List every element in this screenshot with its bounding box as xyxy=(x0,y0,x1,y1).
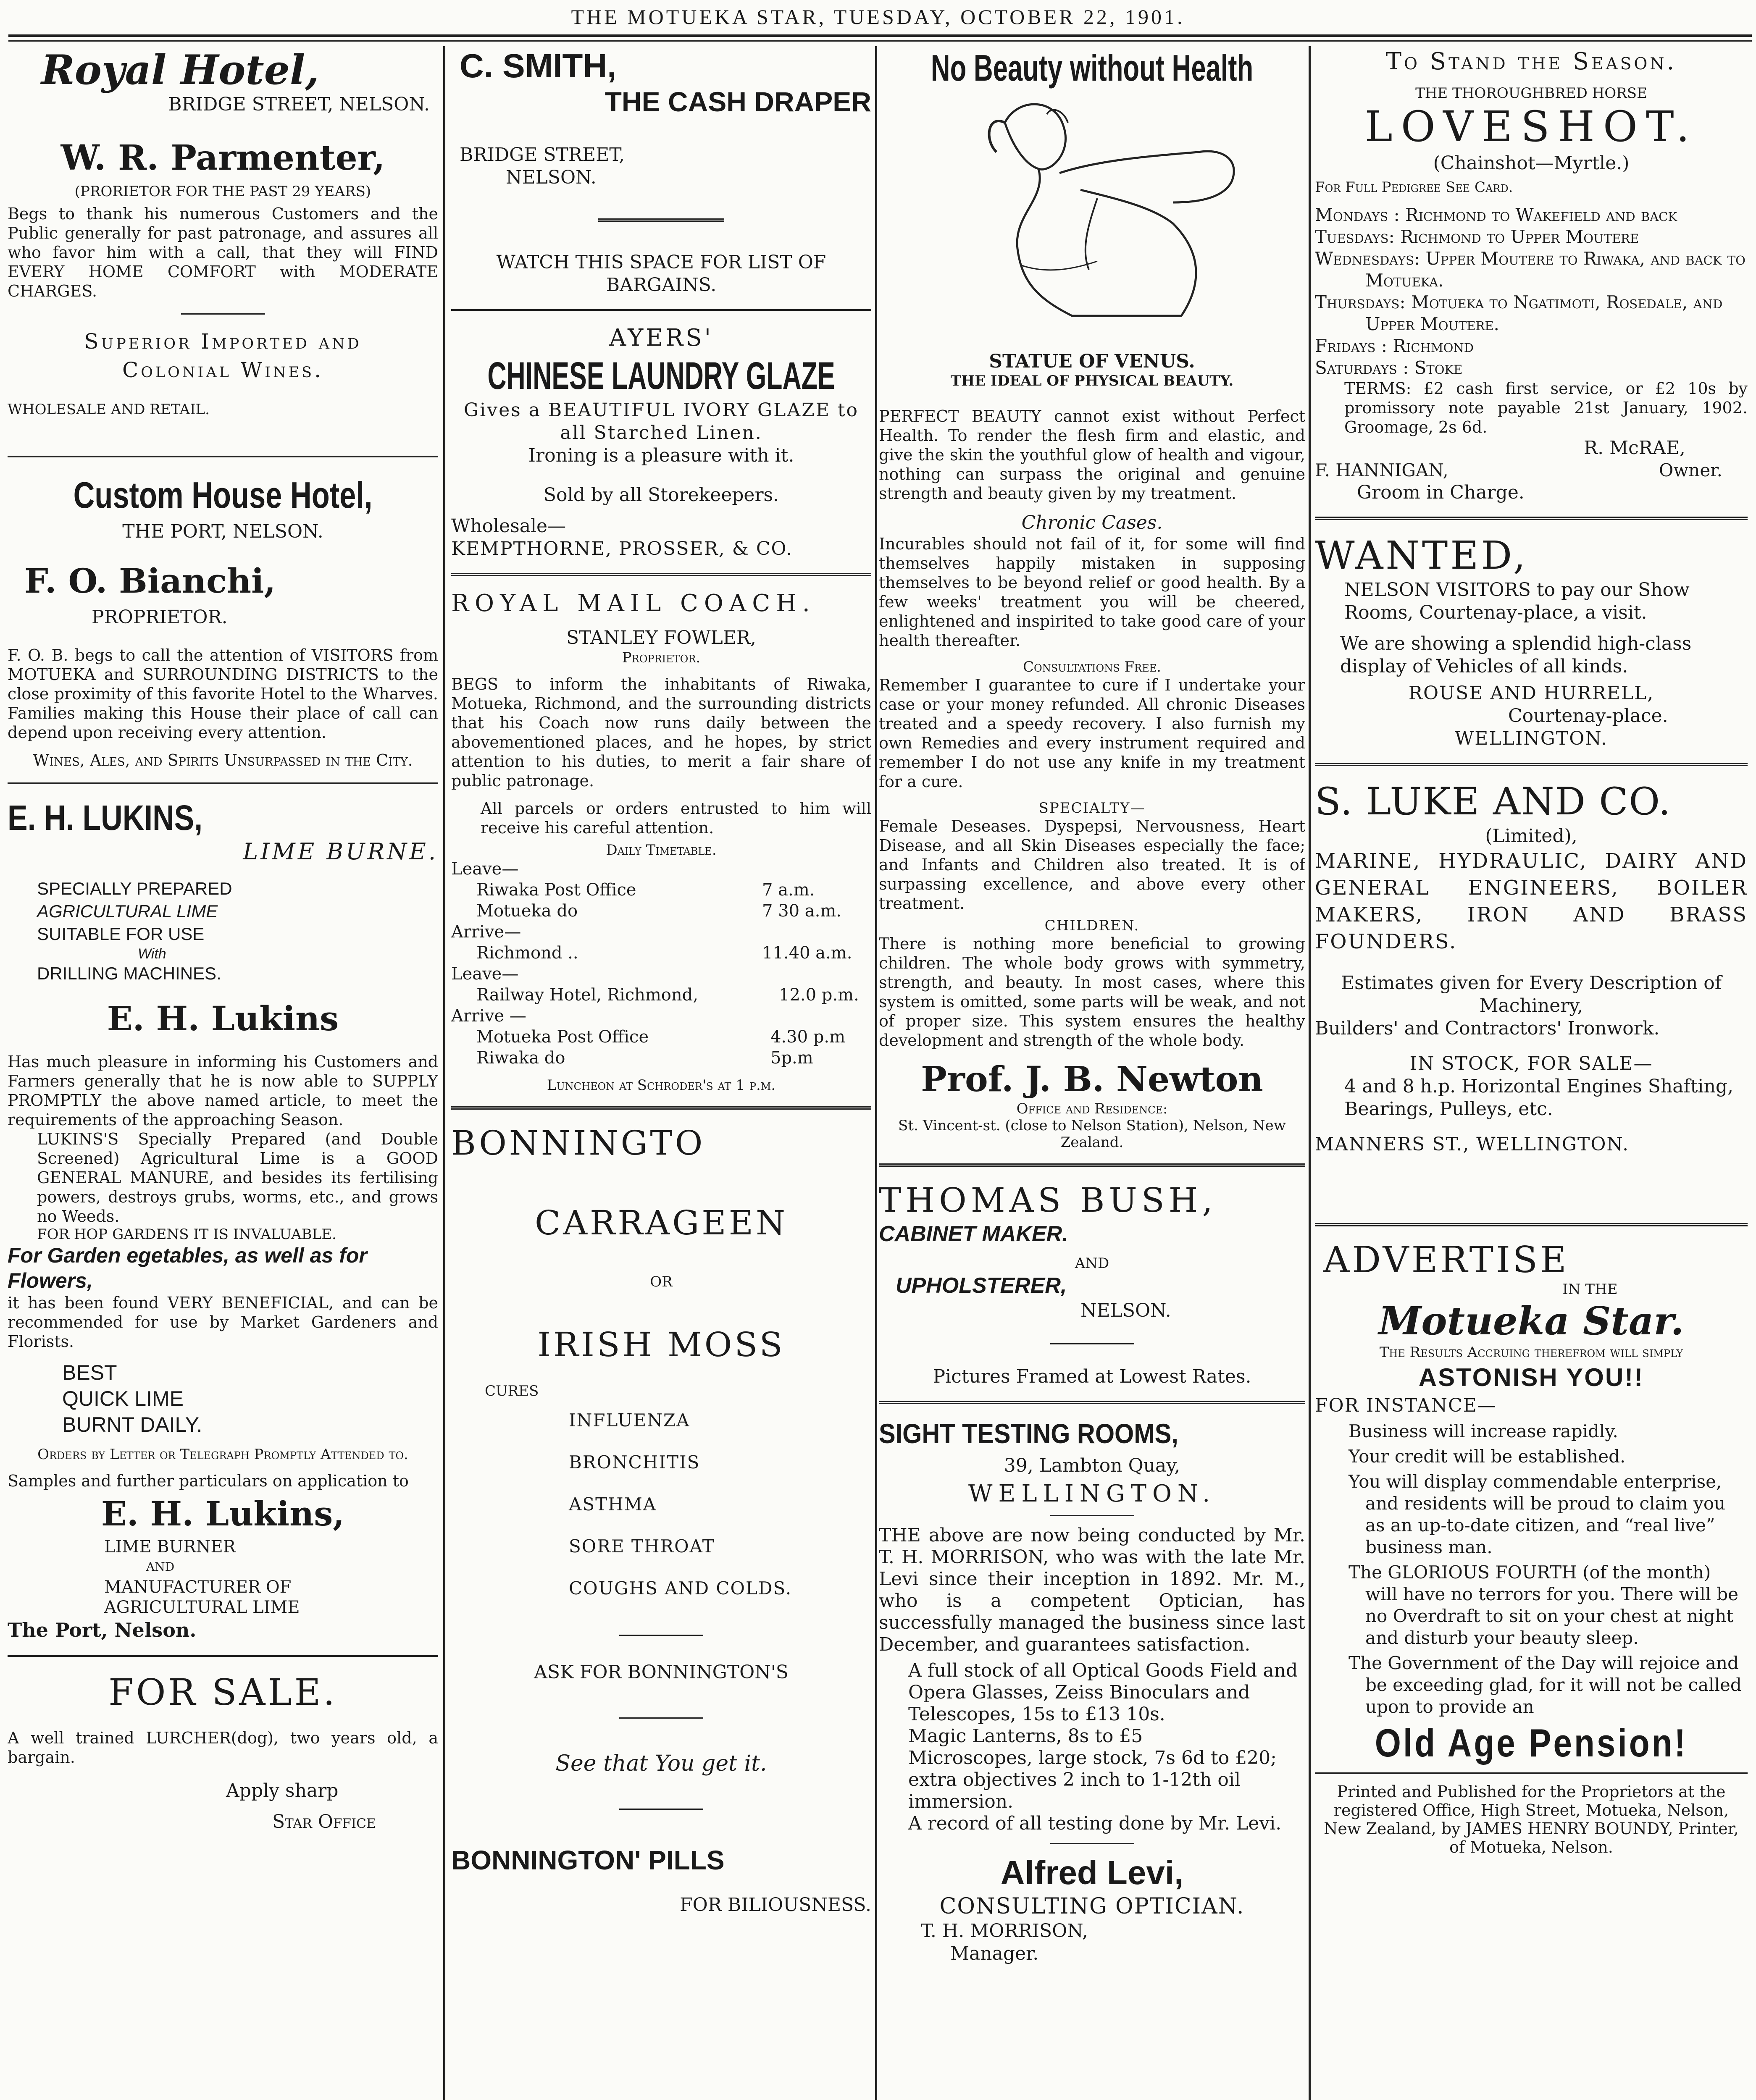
timetable-row xyxy=(451,942,871,963)
carrageen: CARRAGEEN xyxy=(535,1203,788,1242)
instance-item: Your credit will be established. xyxy=(1349,1446,1626,1467)
tt-time: 11.40 a.m. xyxy=(762,943,852,963)
bush-pictures: Pictures Framed at Lowest Rates. xyxy=(933,1366,1251,1387)
tt-place: Riwaka do xyxy=(476,1048,565,1068)
tt-label: Leave— xyxy=(451,859,519,879)
glaze-kempthorne: KEMPTHORNE, PROSSER, & CO. xyxy=(451,538,793,559)
consultations-heading: Consultations Free. xyxy=(1023,659,1161,675)
advertise-ad xyxy=(1315,1239,1748,1768)
bonnington-ad xyxy=(451,1122,871,1916)
bianchi-body: F. O. B. begs to call the attention of VISITORS from MOTUEKA and SURROUNDING DISTRICTS to the close proximity of this favorite Hotel to the Wharves. Families making this House their place of call can depend upon receiving every attention. xyxy=(8,646,438,742)
lukins-line: SPECIALLY PREPARED xyxy=(37,879,232,898)
loveshot-ad xyxy=(1315,47,1748,504)
custom-house-title: Custom House Hotel, xyxy=(73,474,373,516)
coach-owner: STANLEY FOWLER, xyxy=(566,627,756,648)
section-rule xyxy=(451,573,871,576)
sight-title: SIGHT TESTING ROOMS, xyxy=(879,1418,1178,1449)
instance-item: Business will increase rapidly. xyxy=(1349,1421,1618,1441)
royal-hotel-address: BRIDGE STREET, NELSON. xyxy=(168,94,430,115)
office-address: St. Vincent-st. (close to Nelson Station), Nelson, New Zealand. xyxy=(898,1117,1286,1151)
luke-title: S. LUKE AND CO. xyxy=(1315,780,1672,824)
royal-hotel-ad xyxy=(8,47,438,418)
coach-proprietor: Proprietor. xyxy=(622,649,701,666)
specialty-heading: SPECIALTY— xyxy=(1038,800,1146,816)
coach-body: BEGS to inform the inhabitants of Riwaka, Motueka, Richmond, and the surrounding districts that his Coach now runs daily between the abovementioned places, and he hopes, by strict attention to his duties, to merit a fair share of public patronage. xyxy=(451,675,871,790)
season-line: To Stand the Season. xyxy=(1385,48,1677,75)
bush-ad xyxy=(879,1179,1305,1388)
best-line: BEST xyxy=(62,1361,117,1384)
ailment: COUGHS AND COLDS. xyxy=(569,1578,792,1599)
bush-and: AND xyxy=(1075,1255,1109,1272)
chronic-body: Incurables should not fail of it, for some will find themselves happily mistaken in supposing themselves to be beyond relief or good health. By a few weeks' treatment you will be cheered, enlightened and inspirited to take good care of your health thereafter. xyxy=(879,535,1305,650)
bianchi-name: F. O. Bianchi, xyxy=(24,561,276,601)
sight-testing-ad xyxy=(879,1417,1305,1965)
mcrae: R. McRAE, xyxy=(1584,437,1685,459)
levi-subtitle: CONSULTING OPTICIAN. xyxy=(939,1894,1245,1919)
garden-line: For Garden egetables, as well as for Flowers, xyxy=(8,1244,367,1292)
watch-space: WATCH THIS SPACE FOR LIST OF BARGAINS. xyxy=(496,252,826,296)
schedule-line: Mondays : Richmond to Wakefield and back xyxy=(1315,205,1677,225)
chainshot: (Chainshot—Myrtle.) xyxy=(1433,152,1630,174)
coach-title: ROYAL MAIL COACH. xyxy=(451,590,816,617)
lukins-body-1: Has much pleasure in informing his Customers and Farmers generally that he is now able to SUPPLY PROMPTLY the above named article, to meet the requirements of the approaching Season. xyxy=(8,1053,438,1129)
tt-label: Arrive— xyxy=(451,922,521,942)
lukins-sig-line: LIME BURNER xyxy=(104,1537,236,1557)
timetable-row xyxy=(451,963,871,984)
timetable-row xyxy=(451,858,871,879)
glaze-wholesale: Wholesale— xyxy=(451,515,566,537)
column-2 xyxy=(451,47,871,2100)
lukins-line: SUITABLE FOR USE xyxy=(37,924,205,944)
bush-cabinet: CABINET MAKER. xyxy=(879,1222,1068,1246)
specialty-body: Female Deseases. Dyspepsi, Nervousness, Heart Disease, and all Skin Diseases especially the face; and Infants and Children also treated. It is of surpassing excellence, and above every other treatment. xyxy=(879,817,1305,913)
rouse-hurrell: ROUSE AND HURRELL, xyxy=(1408,682,1654,704)
sight-body-2: A full stock of all Optical Goods Field and Opera Glasses, Zeiss Binoculars and Telescopes, 15s to £13 10s. xyxy=(908,1660,1298,1725)
lukins-line: With xyxy=(138,946,166,962)
lukins-signature: E. H. Lukins, xyxy=(101,1494,345,1533)
lukins-body-2: LUKINS'S Specially Prepared (and Double Screened) Agricultural Lime is a GOOD GENERAL MANURE, and besides its fertilising powers, destroys grubs, worms, etc., and grows no Weeds. xyxy=(37,1130,438,1226)
luke-ad xyxy=(1315,779,1748,1156)
sight-address: 39, Lambton Quay, xyxy=(1004,1455,1180,1476)
tt-time: 4.30 p.m xyxy=(770,1027,846,1047)
sight-body-4: Microscopes, large stock, 7s 6d to £20; extra objectives 2 inch to 1-12th oil immersion. xyxy=(908,1747,1277,1812)
levi-name: Alfred Levi, xyxy=(1000,1854,1184,1891)
beauty-body: PERFECT BEAUTY cannot exist without Perfect Health. To render the flesh firm and elastic, and give the skin the youthful glow of health and vigour, nothing can surpass the original and genuine strength and beauty given by my treatment. xyxy=(879,407,1305,503)
results-line: The Results Accruing therefrom will simply xyxy=(1379,1344,1683,1361)
pension-line: Old Age Pension! xyxy=(1375,1721,1688,1765)
hannigan: F. HANNIGAN, xyxy=(1315,460,1448,480)
groom: Groom in Charge. xyxy=(1357,482,1525,503)
estimates: Estimates given for Every Description of Machinery, xyxy=(1341,972,1722,1016)
custom-house-ad xyxy=(8,470,438,770)
divider xyxy=(619,1635,703,1636)
parmenter-body: Begs to thank his numerous Customers and the Public generally for past patronage, and assures all who favor him with a call, that they will FIND EVERY HOME COMFORT with MODERATE CHARGES. xyxy=(8,205,438,300)
divider xyxy=(598,218,724,222)
builders: Builders' and Contractors' Ironwork. xyxy=(1315,1018,1660,1039)
instance-item: The GLORIOUS FOURTH (of the month) will have no terrors for you. There will be no Overdraft to sit on your chest at night and disturb your beauty sleep. xyxy=(1349,1562,1739,1648)
luke-limited: (Limited), xyxy=(1485,825,1577,847)
section-rule xyxy=(1315,517,1748,520)
divider xyxy=(1050,1343,1134,1344)
star-office: Star Office xyxy=(272,1811,376,1832)
orders-line: Orders by Letter or Telegraph Promptly Attended to. xyxy=(37,1446,408,1463)
royal-hotel-title: Royal Hotel, xyxy=(41,47,319,94)
divider xyxy=(619,1717,703,1719)
consultations-body: Remember I guarantee to cure if I undertake your case or your money refunded. All chronic Diseases treated and a speedy recovery. I also furnish my own Remedies and every instrument required and remember I do not use any knife in my treatment for a cure. xyxy=(879,676,1305,791)
wanted-body-2: We are showing a splendid high-class display of Vehicles of all kinds. xyxy=(1340,633,1692,677)
timetable-row xyxy=(451,921,871,942)
best-line: QUICK LIME xyxy=(62,1387,184,1410)
smith-title: C. SMITH, xyxy=(460,47,617,84)
tt-place: Motueka Post Office xyxy=(476,1027,649,1047)
apply-sharp: Apply sharp xyxy=(226,1780,339,1801)
statue-caption: STATUE OF VENUS. xyxy=(989,351,1195,372)
for-sale-ad xyxy=(8,1670,438,1833)
masthead: THE MOTUEKA STAR, TUESDAY, OCTOBER 22, 1901. xyxy=(571,5,1185,29)
in-the: IN THE xyxy=(1562,1281,1618,1298)
ask-bonnington: ASK FOR BONNINGTON'S xyxy=(534,1662,789,1683)
office-heading: Office and Residence: xyxy=(1016,1100,1168,1117)
newton-name: Prof. J. B. Newton xyxy=(921,1059,1263,1100)
advertise-title: ADVERTISE xyxy=(1323,1239,1569,1281)
smith-address-2: NELSON. xyxy=(506,167,597,188)
owner: Owner. xyxy=(1659,460,1722,480)
samples-line: Samples and further particulars on application to xyxy=(8,1472,409,1490)
lukins-burner: LIME BURNE. xyxy=(243,838,438,865)
best-line: BURNT DAILY. xyxy=(62,1413,202,1436)
tt-time: 7 30 a.m. xyxy=(762,901,841,921)
column-rule xyxy=(875,46,877,2100)
section-rule xyxy=(451,309,871,311)
section-rule xyxy=(1315,1223,1748,1226)
hop-gardens: FOR HOP GARDENS IT IS INVALUABLE. xyxy=(37,1226,336,1243)
tt-place: Richmond .. xyxy=(476,943,578,963)
schedule-line: Fridays : Richmond xyxy=(1315,336,1474,356)
schedule-line: Thursdays: Motueka to Ngatimoti, Rosedale, and Upper Moutere. xyxy=(1315,292,1723,334)
manager: Manager. xyxy=(950,1943,1039,1964)
ailment: ASTHMA xyxy=(569,1494,657,1515)
tt-place: Railway Hotel, Richmond, xyxy=(476,985,698,1005)
custom-house-address: THE PORT, NELSON. xyxy=(122,521,323,542)
ailment: INFLUENZA xyxy=(569,1410,690,1431)
bonnington-title: BONNINGTO xyxy=(451,1124,705,1163)
section-rule xyxy=(8,1655,438,1657)
schedule-line: Wednesdays: Upper Moutere to Riwaka, and back to Motueka. xyxy=(1315,248,1745,291)
lukins-script-name: E. H. Lukins xyxy=(107,999,339,1038)
tt-label: Leave— xyxy=(451,964,519,984)
lukins-line: AGRICULTURAL LIME xyxy=(37,901,218,921)
wholesale-line: WHOLESALE AND RETAIL. xyxy=(8,401,210,418)
wanted-title: WANTED, xyxy=(1315,533,1528,578)
instance-item: You will display commendable enterprise, and residents will be proud to claim you as an up-to-date citizen, and “real live” business man. xyxy=(1349,1471,1726,1557)
timetable-row xyxy=(451,1026,871,1047)
newton-ad xyxy=(879,47,1305,1151)
sight-body-3: Magic Lanterns, 8s to £5 xyxy=(908,1725,1143,1747)
timetable-row xyxy=(451,1047,871,1068)
terms: TERMS: £2 cash first service, or £2 10s by promissory note payable 21st January, 1902. Groomage, 2s 6d. xyxy=(1344,379,1748,436)
morrison: T. H. MORRISON, xyxy=(921,1920,1088,1942)
bianchi-wines: Wines, Ales, and Spirits Unsurpassed in the City. xyxy=(33,751,413,769)
children-heading: CHILDREN. xyxy=(1044,917,1140,934)
thoroughbred: THE THOROUGHBRED HORSE xyxy=(1415,85,1647,102)
astonish: ASTONISH YOU!! xyxy=(1418,1363,1644,1391)
smith-subtitle: THE CASH DRAPER xyxy=(605,86,871,117)
tt-time: 7 a.m. xyxy=(762,880,815,900)
in-stock: IN STOCK, FOR SALE— xyxy=(1409,1053,1653,1074)
section-rule xyxy=(8,782,438,784)
lukins-ad xyxy=(8,797,438,1643)
manners-st: MANNERS ST., WELLINGTON. xyxy=(1315,1134,1630,1155)
wanted-body: NELSON VISITORS to pay our Show Rooms, Courtenay-place, a visit. xyxy=(1344,579,1690,623)
glaze-sold: Sold by all Storekeepers. xyxy=(543,484,779,506)
masthead-rule-thin xyxy=(8,40,1752,42)
section-rule xyxy=(451,1106,871,1110)
lukins-sig-line: AGRICULTURAL LIME xyxy=(104,1598,300,1617)
ailment: SORE THROAT xyxy=(569,1536,715,1557)
wines-line: Superior Imported and Colonial Wines. xyxy=(84,329,362,382)
timetable-row xyxy=(451,900,871,921)
cures: CURES xyxy=(485,1383,539,1399)
or-line: OR xyxy=(650,1273,673,1290)
luncheon: Luncheon at Schroder's at 1 p.m. xyxy=(547,1077,776,1094)
coach-parcels: All parcels or orders entrusted to him will receive his careful attention. xyxy=(481,799,871,837)
chronic-heading: Chronic Cases. xyxy=(1021,512,1163,533)
luke-body: MARINE, HYDRAULIC, DAIRY AND GENERAL ENGINEERS, BOILER MAKERS, IRON AND BRASS FOUNDERS. xyxy=(1315,849,1748,953)
beauty-title: No Beauty without Health xyxy=(931,47,1254,89)
timetable-heading: Daily Timetable. xyxy=(606,842,717,858)
tt-place: Motueka do xyxy=(476,901,578,921)
ayers-title: AYERS' xyxy=(609,324,713,352)
lukins-sig-line: MANUFACTURER OF xyxy=(104,1578,292,1597)
ayers-ad xyxy=(451,323,871,560)
engines: 4 and 8 h.p. Horizontal Engines Shafting, Bearings, Pulleys, etc. xyxy=(1344,1076,1733,1120)
lukins-line: DRILLING MACHINES. xyxy=(37,963,221,983)
sight-body-1: THE above are now being conducted by Mr. T. H. MORRISON, who was with the late Mr. Levi since their inception in 1892. Mr. M., who is a competent Optician, has successfully managed the business since last December, and guarantees satisfaction. xyxy=(879,1525,1305,1655)
tt-label: Arrive — xyxy=(451,1006,526,1026)
lukins-port: The Port, Nelson. xyxy=(8,1619,197,1641)
motueka-star-logo: Motueka Star. xyxy=(1378,1298,1684,1344)
ailment: BRONCHITIS xyxy=(569,1452,700,1473)
bush-upholsterer: UPHOLSTERER, xyxy=(896,1273,1067,1298)
divider xyxy=(181,313,265,315)
column-3 xyxy=(879,47,1305,2100)
irish-moss: IRISH MOSS xyxy=(537,1325,785,1364)
smith-address-1: BRIDGE STREET, xyxy=(460,144,625,165)
column-4 xyxy=(1315,47,1748,2100)
lukins-sig-line: AND xyxy=(146,1560,175,1574)
imprint: Printed and Published for the Proprietors at the registered Office, High Street, Motueka, Nelson, New Zealand, by JAMES HENRY BOUNDY, Printer, of Motueka, Nelson. xyxy=(1324,1782,1739,1856)
glaze-body-1: Gives a BEAUTIFUL IVORY GLAZE to all Starched Linen. xyxy=(463,399,859,444)
glaze-title: CHINESE LAUNDRY GLAZE xyxy=(487,354,835,397)
glaze-body-2: Ironing is a pleasure with it. xyxy=(528,445,794,466)
column-1 xyxy=(8,47,438,2100)
section-rule xyxy=(879,1163,1305,1167)
smith-ad xyxy=(451,47,871,297)
parmenter-subtitle: (PRORIETOR FOR THE PAST 29 YEARS) xyxy=(74,183,371,200)
section-rule xyxy=(8,456,438,457)
divider xyxy=(1050,1515,1134,1516)
venus-illustration xyxy=(879,89,1305,349)
tt-time: 5p.m xyxy=(770,1048,813,1068)
timetable-row xyxy=(451,984,871,1005)
column-rule xyxy=(443,46,445,2100)
children-body: There is nothing more beneficial to growing children. The whole body grows with symmetry, strength, and beauty. In most cases, where this system is omitted, some parts will be weak, and not of proper size. This system ensures the healthy development and strength of the whole body. xyxy=(879,934,1305,1050)
pedigree: For Full Pedigree See Card. xyxy=(1315,179,1513,196)
courtenay: Courtenay-place. xyxy=(1508,705,1668,727)
lukins-title: E. H. LUKINS, xyxy=(8,798,203,837)
instance-item: The Government of the Day will rejoice and be exceeding glad, for it will not be called upon to provide an xyxy=(1349,1653,1742,1717)
bush-nelson: NELSON. xyxy=(1080,1300,1171,1321)
timetable-row xyxy=(451,879,871,900)
masthead-rule xyxy=(8,34,1752,37)
for-sale-title: FOR SALE. xyxy=(108,1672,337,1714)
column-rule xyxy=(1309,46,1311,2100)
schedule-line: Saturdays : Stoke xyxy=(1315,357,1463,378)
bonnington-pills: BONNINGTON' PILLS xyxy=(451,1845,725,1875)
royal-mail-coach-ad xyxy=(451,589,871,1094)
divider xyxy=(619,1809,703,1810)
see-that: See that You get it. xyxy=(555,1751,767,1776)
sight-city: WELLINGTON. xyxy=(968,1480,1216,1507)
section-rule xyxy=(1315,1772,1748,1774)
timetable-row xyxy=(451,1005,871,1026)
divider xyxy=(1050,1843,1134,1844)
garden-rest: it has been found VERY BENEFICIAL, and can be recommended for use by Market Gardeners and Florists. xyxy=(8,1294,438,1351)
wanted-ad xyxy=(1315,533,1748,750)
section-rule xyxy=(879,1401,1305,1404)
tt-place: Riwaka Post Office xyxy=(476,880,636,900)
loveshot-title: LOVESHOT. xyxy=(1364,102,1698,151)
bush-title: THOMAS BUSH, xyxy=(879,1181,1217,1220)
timetable xyxy=(451,858,871,1068)
section-rule xyxy=(1315,763,1748,766)
tt-time: 12.0 p.m. xyxy=(779,985,859,1005)
schedule-line: Tuesdays: Richmond to Upper Moutere xyxy=(1315,226,1639,247)
bianchi-proprietor: PROPRIETOR. xyxy=(92,606,228,628)
for-instance: FOR INSTANCE— xyxy=(1315,1395,1497,1416)
biliousness: FOR BILIOUSNESS. xyxy=(680,1894,871,1916)
sight-body-5: A record of all testing done by Mr. Levi. xyxy=(908,1813,1282,1834)
for-sale-body: A well trained LURCHER(dog), two years old, a bargain. xyxy=(8,1729,438,1767)
ideal-caption: THE IDEAL OF PHYSICAL BEAUTY. xyxy=(950,373,1234,389)
wanted-wellington: WELLINGTON. xyxy=(1455,728,1608,749)
parmenter-name: W. R. Parmenter, xyxy=(60,138,385,178)
